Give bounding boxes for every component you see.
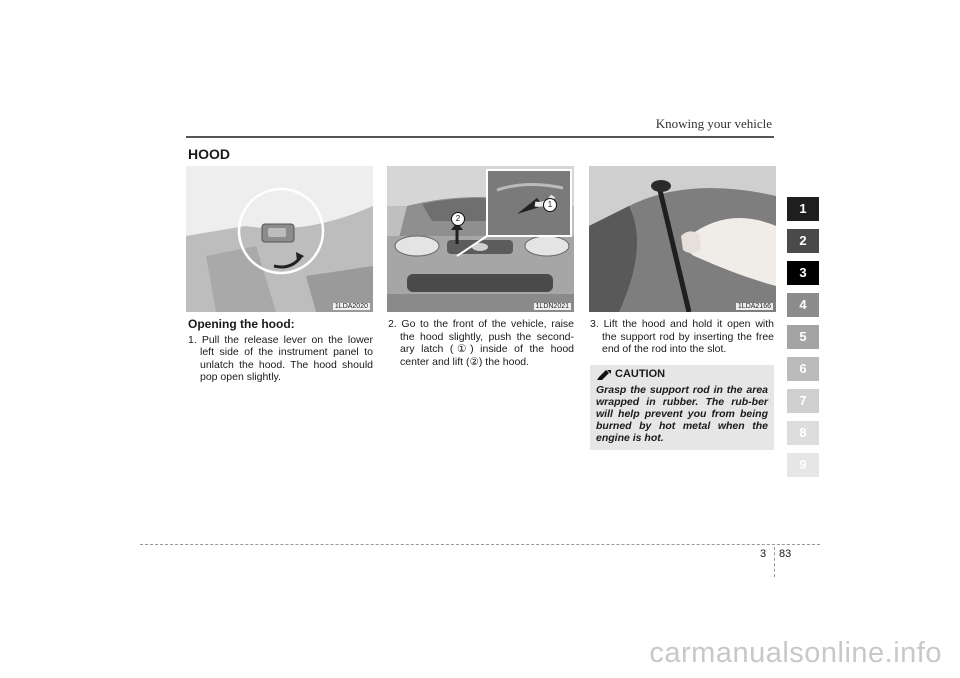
caution-text: Grasp the support rod in the area wrapped in rubber. The rub-ber will help prevent you from being burned by hot metal when the engine is hot. <box>596 384 768 444</box>
chapter-tab-9[interactable]: 9 <box>787 453 819 477</box>
step-2-text: 2. Go to the front of the vehicle, raise the hood slightly, push the second-ary latch (①) inside of the hood center and lift (②) the hood. <box>388 318 574 368</box>
footer-divider <box>774 547 775 577</box>
photo-code: 1LDA2020 <box>334 303 368 310</box>
photo-code: 1LDN2021 <box>535 303 569 310</box>
chapter-tab-3[interactable]: 3 <box>787 261 819 285</box>
callout-1: 1 <box>543 198 557 212</box>
callout-2: 2 <box>451 212 465 226</box>
chapter-tab-4[interactable]: 4 <box>787 293 819 317</box>
column-1-heading: Opening the hood: <box>188 317 295 331</box>
footer-rule <box>140 544 820 545</box>
chapter-tab-7[interactable]: 7 <box>787 389 819 413</box>
photo-code: 1LDA2166 <box>737 303 771 310</box>
column-1 <box>188 318 373 384</box>
step-1-text: 1. Pull the release lever on the lower left side of the instrument panel to unlatch the hood. The hood should pop open slightly. <box>188 333 373 383</box>
chapter-tab-8[interactable]: 8 <box>787 421 819 445</box>
caution-pencil-icon <box>597 370 611 380</box>
footer-page-number: 83 <box>779 548 792 560</box>
header-title: Knowing your vehicle <box>655 116 772 131</box>
photo-vehicle-front <box>387 166 574 312</box>
chapter-tab-5[interactable]: 5 <box>787 325 819 349</box>
chapter-tab-6[interactable]: 6 <box>787 357 819 381</box>
watermark: carmanualsonline.info <box>649 637 942 669</box>
column-3 <box>590 318 774 356</box>
step-3-text: 3. Lift the hood and hold it open with the support rod by inserting the free end of the rod into the slot. <box>590 318 774 355</box>
chapter-tab-2[interactable]: 2 <box>787 229 819 253</box>
photo-support-rod <box>589 166 776 312</box>
footer-chapter-number: 3 <box>760 548 767 560</box>
column-2 <box>388 318 574 368</box>
caution-title: CAUTION <box>615 368 666 380</box>
photo-release-lever <box>186 166 373 312</box>
header-rule <box>186 136 774 138</box>
caution-box <box>590 365 774 450</box>
section-title: HOOD <box>188 146 230 162</box>
chapter-tab-1[interactable]: 1 <box>787 197 819 221</box>
